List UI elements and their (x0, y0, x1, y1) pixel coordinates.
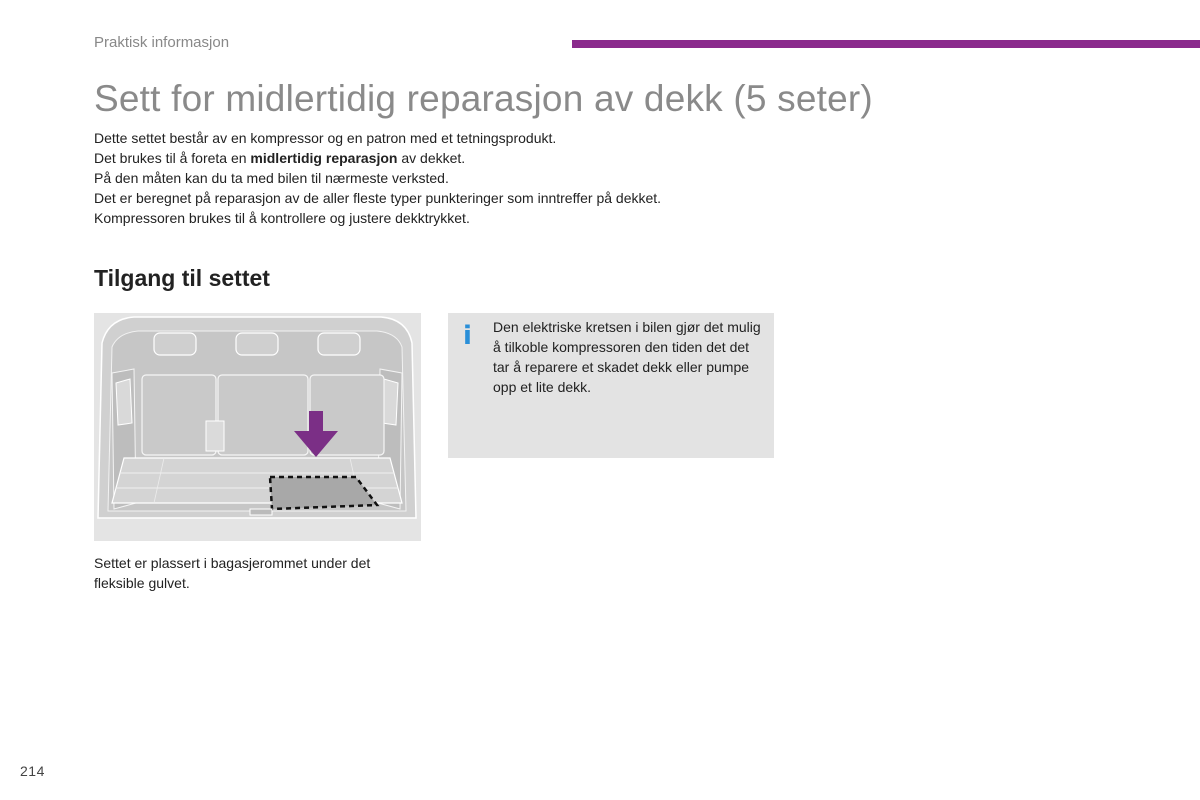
section-title: Tilgang til settet (94, 265, 270, 291)
intro-text (94, 128, 894, 228)
intro-line: På den måten kan du ta med bilen til nærmeste verksted. (94, 170, 449, 186)
info-box (448, 313, 774, 458)
header-accent-bar (572, 40, 1200, 48)
header-section-label: Praktisk informasjon (94, 34, 230, 51)
intro-emphasis: midlertidig reparasjon (250, 150, 398, 166)
page-number: 214 (20, 763, 45, 779)
trunk-drawing (94, 313, 421, 541)
figure-caption: Settet er plassert i bagasjerommet under det fleksible gulvet. (94, 555, 371, 591)
intro-line: Dette settet består av en kompressor og en patron med et tetningsprodukt. (94, 130, 557, 146)
intro-line: Det brukes til å foreta en midlertidig reparasjon av dekket. (94, 150, 466, 166)
page-title: Sett for midlertidig reparasjon av dekk (5 seter) (94, 78, 873, 119)
trunk-illustration (94, 313, 421, 541)
intro-line: Det er beregnet på reparasjon av de aller fleste typer punkteringer som inntreffer på dekket. (94, 190, 662, 206)
info-text: Den elektriske kretsen i bilen gjør det mulig å tilkoble kompressoren den tiden det det tar å reparere et skadet dekk eller pumpe opp et lite dekk. (493, 319, 761, 395)
info-icon: i (463, 321, 472, 351)
intro-line: Kompressoren brukes til å kontrollere og justere dekktrykket. (94, 210, 470, 226)
